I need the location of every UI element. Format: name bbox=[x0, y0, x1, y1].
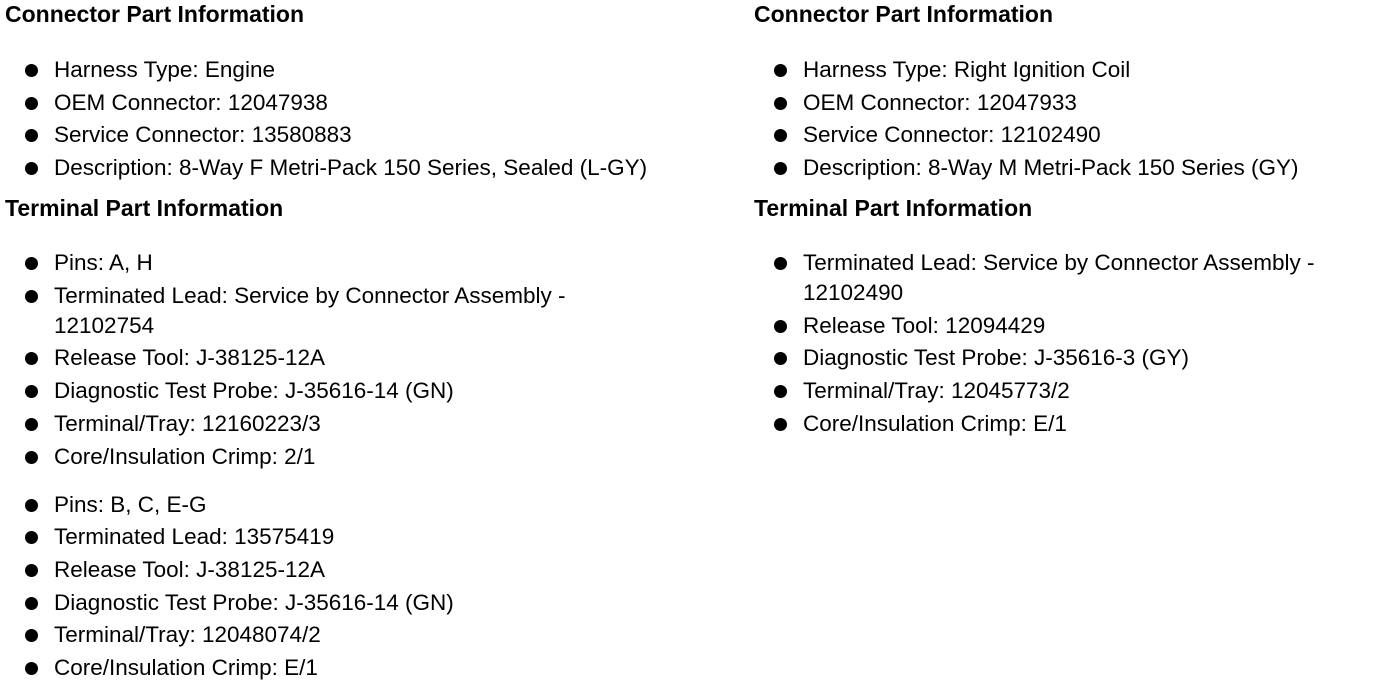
list-item bbox=[5, 653, 745, 683]
left-column bbox=[5, 0, 745, 686]
list-item bbox=[5, 442, 745, 472]
bullet-icon bbox=[25, 129, 38, 142]
item-text: Terminal/Tray: 12045773/2 bbox=[803, 378, 1070, 404]
item-text: Terminal/Tray: 12160223/3 bbox=[54, 410, 321, 436]
bullet-icon bbox=[25, 597, 38, 610]
bullet-icon bbox=[25, 499, 38, 512]
item-text: Description: 8-Way M Metri-Pack 150 Series (GY) bbox=[803, 155, 1299, 181]
item-text: Core/Insulation Crimp: E/1 bbox=[54, 654, 318, 680]
bullet-icon bbox=[25, 451, 38, 464]
item-text: Harness Type: Right Ignition Coil bbox=[803, 57, 1131, 82]
item-text: Release Tool: 12094429 bbox=[803, 312, 1046, 338]
item-text: Service Connector: 13580883 bbox=[54, 122, 352, 148]
bullet-icon bbox=[774, 352, 787, 365]
item-text: Description: 8-Way F Metri-Pack 150 Series, Sealed (L-GY) bbox=[54, 155, 648, 181]
item-text: OEM Connector: 12047933 bbox=[803, 89, 1077, 115]
item-text: Service Connector: 12102490 bbox=[803, 122, 1101, 148]
bullet-icon bbox=[774, 129, 787, 142]
bullet-icon bbox=[25, 64, 38, 77]
list-item bbox=[754, 55, 1390, 85]
list-item bbox=[754, 409, 1390, 439]
bullet-icon bbox=[25, 97, 38, 110]
bullet-icon bbox=[774, 418, 787, 431]
bullet-icon bbox=[774, 64, 787, 77]
bullet-icon bbox=[25, 162, 38, 175]
bullet-icon bbox=[25, 352, 38, 365]
list-item bbox=[5, 281, 654, 341]
terminal-list-left-1 bbox=[5, 248, 745, 471]
list-item bbox=[754, 376, 1390, 406]
right-column bbox=[754, 0, 1390, 442]
list-item bbox=[5, 248, 745, 278]
list-item bbox=[5, 522, 745, 552]
bullet-icon bbox=[774, 97, 787, 110]
bullet-icon bbox=[25, 385, 38, 398]
list-item bbox=[5, 376, 745, 406]
list-item bbox=[5, 120, 745, 150]
terminal-heading-left: Terminal Part Information bbox=[5, 195, 284, 222]
item-text: Terminated Lead: 13575419 bbox=[54, 524, 335, 550]
list-item bbox=[5, 588, 745, 618]
list-item bbox=[754, 311, 1390, 341]
list-item bbox=[754, 88, 1390, 118]
item-text: Harness Type: Engine bbox=[54, 57, 275, 82]
list-item bbox=[5, 620, 745, 650]
bullet-icon bbox=[25, 418, 38, 431]
bullet-icon bbox=[25, 629, 38, 642]
connector-heading-right: Connector Part Information bbox=[754, 1, 1054, 27]
bullet-icon bbox=[25, 257, 38, 270]
list-item bbox=[5, 555, 745, 585]
bullet-icon bbox=[774, 162, 787, 175]
item-text: OEM Connector: 12047938 bbox=[54, 89, 328, 115]
item-text: Release Tool: J-38125-12A bbox=[54, 345, 326, 371]
list-item bbox=[5, 55, 745, 85]
bullet-icon bbox=[774, 257, 787, 270]
terminal-list-right-1 bbox=[754, 248, 1390, 439]
connector-heading-left: Connector Part Information bbox=[5, 1, 305, 27]
list-item bbox=[5, 343, 745, 373]
connector-list-left bbox=[5, 55, 745, 183]
list-item bbox=[754, 120, 1390, 150]
list-item bbox=[5, 490, 745, 520]
list-item bbox=[754, 343, 1390, 373]
item-text: Terminated Lead: Service by Connector Assembly - 12102490 bbox=[803, 250, 1315, 306]
bullet-icon bbox=[25, 531, 38, 544]
list-item bbox=[754, 248, 1383, 308]
terminal-heading-right: Terminal Part Information bbox=[754, 195, 1033, 222]
item-text: Terminal/Tray: 12048074/2 bbox=[54, 622, 321, 648]
list-item bbox=[5, 88, 745, 118]
item-text: Core/Insulation Crimp: 2/1 bbox=[54, 443, 316, 469]
item-text: Pins: A, H bbox=[54, 250, 153, 276]
item-text: Pins: B, C, E-G bbox=[54, 491, 207, 517]
item-text: Core/Insulation Crimp: E/1 bbox=[803, 410, 1067, 436]
item-text: Diagnostic Test Probe: J-35616-14 (GN) bbox=[54, 378, 454, 404]
bullet-icon bbox=[25, 290, 38, 303]
terminal-list-left-2 bbox=[5, 490, 745, 683]
connector-list-right bbox=[754, 55, 1390, 183]
bullet-icon bbox=[774, 385, 787, 398]
list-item bbox=[5, 409, 745, 439]
bullet-icon bbox=[774, 320, 787, 333]
item-text: Diagnostic Test Probe: J-35616-14 (GN) bbox=[54, 589, 454, 615]
item-text: Terminated Lead: Service by Connector Assembly - 12102754 bbox=[54, 282, 566, 338]
item-text: Diagnostic Test Probe: J-35616-3 (GY) bbox=[803, 345, 1190, 371]
bullet-icon bbox=[25, 662, 38, 675]
list-item bbox=[5, 153, 745, 183]
list-item bbox=[754, 153, 1390, 183]
bullet-icon bbox=[25, 564, 38, 577]
item-text: Release Tool: J-38125-12A bbox=[54, 556, 326, 582]
